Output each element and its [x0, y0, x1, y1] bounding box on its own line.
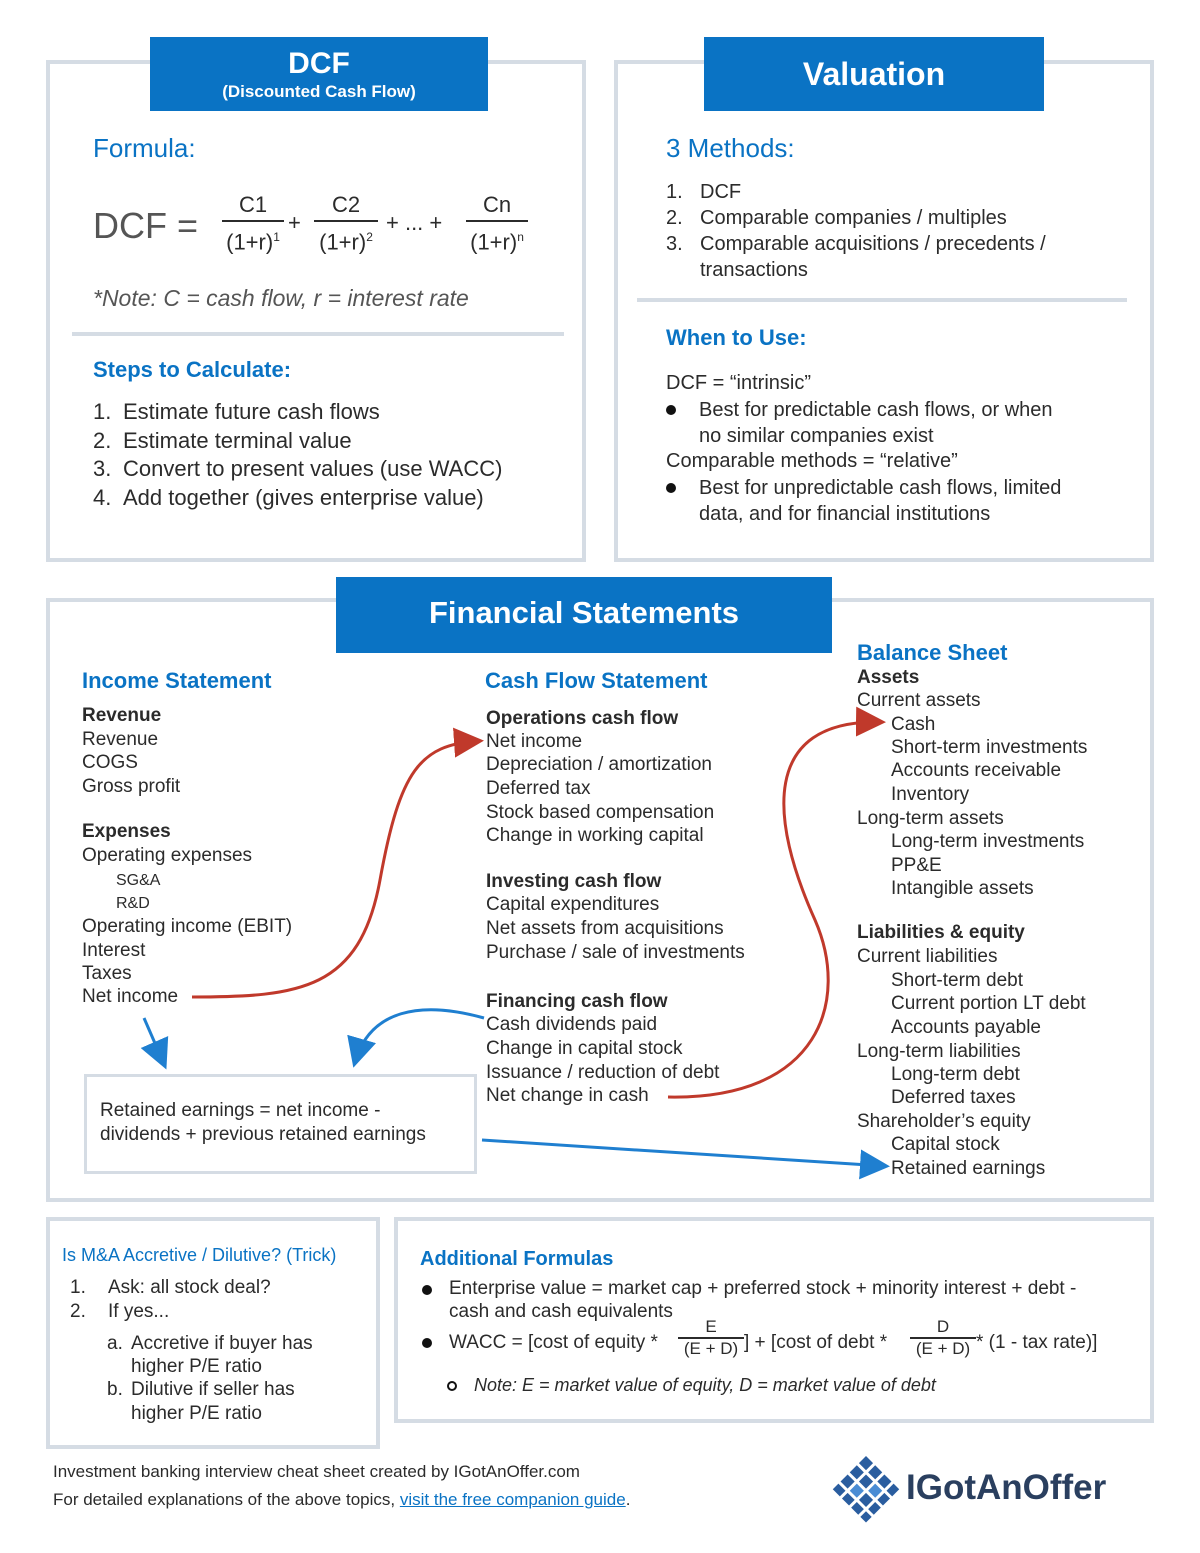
asset-item: Cash	[891, 714, 936, 735]
ops-item: Net income	[486, 731, 583, 752]
dcf-bullet-line1: Best for predictable cash flows, or when	[699, 399, 1053, 421]
term-1-num: C1	[238, 192, 268, 217]
term-n-den: (1+r)	[470, 229, 518, 255]
dcf-intrinsic: DCF = “intrinsic”	[666, 372, 812, 394]
footer-line2: For detailed explanations of the above topics, visit the free companion guide.	[53, 1490, 631, 1509]
shareholders-equity: Shareholder’s equity	[857, 1111, 1031, 1132]
ops-item: Change in working capital	[486, 825, 704, 846]
inv-item: Net assets from acquisitions	[486, 918, 724, 939]
valuation-title: Valuation	[802, 56, 946, 92]
step-list	[93, 398, 502, 512]
operations-heading: Operations cash flow	[486, 708, 679, 729]
opex-line: Operating expenses	[82, 845, 253, 866]
wacc-equity-fraction	[678, 1317, 744, 1359]
dcf-title: DCF	[288, 47, 350, 80]
expenses-heading: Expenses	[82, 821, 171, 842]
ma-item-1: 1. Ask: all stock deal?	[70, 1277, 271, 1298]
method-3: 3. Comparable acquisitions / precedents /	[666, 233, 1046, 255]
dcf-title-tab	[150, 37, 488, 111]
long-term-liabilities: Long-term liabilities	[857, 1041, 1021, 1062]
dcf-separator	[72, 332, 564, 336]
comparable-relative: Comparable methods = “relative”	[666, 450, 958, 472]
interest-line: Interest	[82, 940, 146, 961]
rd-line: R&D	[116, 895, 150, 912]
current-liabilities: Current liabilities	[857, 946, 998, 967]
formula-lhs: DCF =	[93, 205, 199, 246]
long-term-assets: Long-term assets	[857, 808, 1004, 829]
wacc-part-a: WACC = [cost of equity *	[449, 1332, 658, 1353]
term-n-num: Cn	[482, 192, 512, 217]
liability-item: Deferred taxes	[891, 1087, 1016, 1108]
taxes-line: Taxes	[82, 963, 132, 984]
formula-term-2	[314, 190, 378, 257]
liabilities-heading: Liabilities & equity	[857, 922, 1025, 943]
gross-profit-line: Gross profit	[82, 776, 181, 797]
diamond-grid-icon	[832, 1456, 900, 1524]
wacc-debt-fraction	[910, 1317, 976, 1359]
revenue-line: Revenue	[82, 729, 159, 750]
net-income-line: Net income	[82, 986, 179, 1007]
asset-item: Accounts receivable	[891, 760, 1062, 781]
equity-item: Retained earnings	[891, 1158, 1046, 1179]
valuation-title-tab	[704, 37, 1044, 111]
liability-item: Short-term debt	[891, 970, 1023, 991]
ops-item: Depreciation / amortization	[486, 754, 712, 775]
dcf-subtitle: (Discounted Cash Flow)	[222, 82, 416, 101]
ops-item: Stock based compensation	[486, 802, 715, 823]
inv-item: Capital expenditures	[486, 894, 660, 915]
wacc-d-num: D	[936, 1317, 950, 1336]
plus-ellipsis: + ... +	[386, 210, 443, 235]
step-3: 3. Convert to present values (use WACC)	[93, 456, 503, 481]
cogs-line: COGS	[82, 752, 138, 773]
retained-earnings-line2: dividends + previous retained earnings	[100, 1124, 426, 1145]
asset-item: PP&E	[891, 855, 942, 876]
fin-item: Change in capital stock	[486, 1038, 683, 1059]
comp-bullet-line1: Best for unpredictable cash flows, limited	[699, 477, 1062, 499]
comp-bullet-line2: data, and for financial institutions	[699, 503, 991, 525]
term-1-den: (1+r)	[226, 229, 274, 255]
term-n-exp: n	[517, 230, 524, 244]
wacc-part-c: * (1 - tax rate)]	[976, 1332, 1098, 1353]
footer-line1: Investment banking interview cheat sheet created by IGotAnOffer.com	[53, 1462, 580, 1481]
wacc-d-den: (E + D)	[915, 1339, 971, 1358]
investing-heading: Investing cash flow	[486, 871, 662, 892]
bullet-icon	[666, 405, 676, 415]
financing-heading: Financing cash flow	[486, 991, 668, 1012]
method-2: 2. Comparable companies / multiples	[666, 207, 1007, 229]
fs-title: Financial Statements	[428, 595, 740, 630]
fin-item: Cash dividends paid	[486, 1014, 658, 1035]
liability-item: Current portion LT debt	[891, 993, 1086, 1014]
methods-heading: 3 Methods:	[666, 133, 795, 163]
brand-logo	[832, 1452, 1132, 1528]
asset-item: Long-term investments	[891, 831, 1085, 852]
step-2: 2. Estimate terminal value	[93, 427, 352, 453]
ma-sub-b: b. Dilutive if seller has	[107, 1379, 295, 1400]
ma-sub-a-cont: higher P/E ratio	[131, 1356, 262, 1377]
fin-item: Issuance / reduction of debt	[486, 1062, 720, 1083]
equity-item: Capital stock	[891, 1134, 1000, 1155]
term-2-exp: 2	[366, 230, 373, 244]
sga-line: SG&A	[116, 872, 161, 889]
step-4: 4. Add together (gives enterprise value)	[93, 484, 484, 510]
ev-line2: cash and cash equivalents	[449, 1301, 673, 1322]
asset-item: Short-term investments	[891, 737, 1088, 758]
brand-name: IGotAnOffer	[906, 1468, 1107, 1507]
methods-list	[666, 179, 1046, 283]
cash-flow-statement-heading: Cash Flow Statement	[485, 668, 708, 693]
valuation-separator	[637, 298, 1127, 302]
sub-bullet-icon	[447, 1381, 457, 1391]
term-2-den: (1+r)	[319, 229, 367, 255]
steps-heading: Steps to Calculate:	[93, 357, 292, 382]
formula-term-n	[466, 190, 528, 257]
wacc-e-den: (E + D)	[683, 1339, 739, 1358]
bullet-icon	[422, 1338, 432, 1348]
liability-item: Accounts payable	[891, 1017, 1041, 1038]
dcf-bullet-line2: no similar companies exist	[699, 425, 934, 447]
fs-title-tab	[336, 577, 832, 653]
income-statement-heading: Income Statement	[82, 668, 272, 693]
formula-note: *Note: C = cash flow, r = interest rate	[93, 285, 469, 311]
step-1: 1. Estimate future cash flows	[93, 399, 380, 424]
asset-item: Intangible assets	[891, 878, 1034, 899]
ev-line1: Enterprise value = market cap + preferred stock + minority interest + debt -	[449, 1278, 1077, 1299]
plus-sign-1: +	[288, 210, 301, 235]
bullet-icon	[666, 483, 676, 493]
fin-item: Net change in cash	[486, 1085, 649, 1106]
asset-item: Inventory	[891, 784, 970, 805]
ebit-line: Operating income (EBIT)	[82, 916, 293, 937]
formulas-note: Note: E = market value of equity, D = market value of debt	[474, 1375, 936, 1395]
ma-heading: Is M&A Accretive / Dilutive? (Trick)	[62, 1245, 337, 1265]
revenue-heading: Revenue	[82, 705, 162, 726]
companion-guide-link[interactable]: visit the free companion guide	[399, 1490, 626, 1509]
formulas-heading: Additional Formulas	[420, 1248, 614, 1270]
liability-item: Long-term debt	[891, 1064, 1020, 1085]
term-1-exp: 1	[273, 230, 280, 244]
ma-sub-a: a. Accretive if buyer has	[107, 1333, 313, 1354]
ma-sub-b-cont: higher P/E ratio	[131, 1403, 262, 1424]
wacc-part-b: ] + [cost of debt *	[744, 1332, 888, 1353]
balance-sheet-heading: Balance Sheet	[857, 640, 1008, 665]
method-1: 1. DCF	[666, 181, 742, 203]
retained-earnings-line1: Retained earnings = net income -	[100, 1100, 381, 1121]
current-assets: Current assets	[857, 690, 981, 711]
method-3-cont: transactions	[700, 259, 808, 281]
ops-item: Deferred tax	[486, 778, 591, 799]
formula-term-1	[222, 190, 284, 257]
bullet-icon	[422, 1285, 432, 1295]
term-2-num: C2	[331, 192, 361, 217]
formula-heading: Formula:	[93, 133, 196, 163]
when-heading: When to Use:	[666, 325, 807, 350]
wacc-e-num: E	[705, 1317, 717, 1336]
assets-heading: Assets	[857, 667, 920, 688]
ma-item-2: 2. If yes...	[70, 1301, 170, 1322]
inv-item: Purchase / sale of investments	[486, 942, 745, 963]
